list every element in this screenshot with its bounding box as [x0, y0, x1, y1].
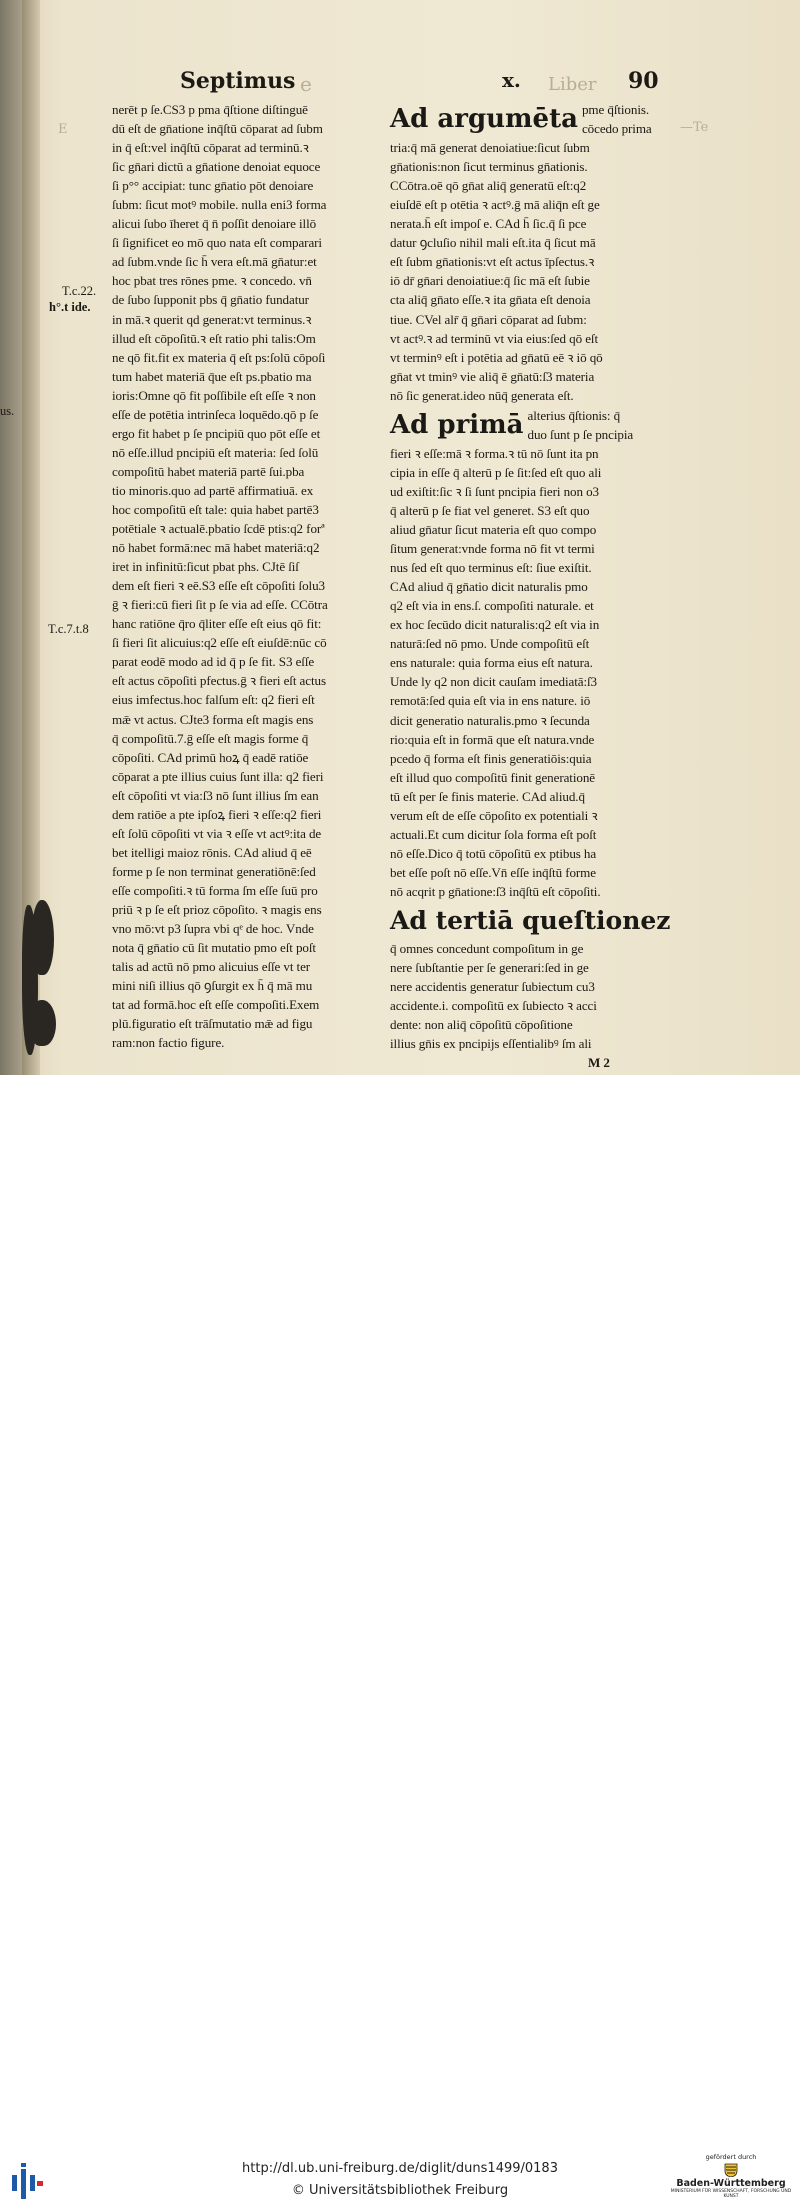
text-line: eſt actus cōpoſiti pfectus.ḡ ꝛ fieri eſt actus — [112, 673, 326, 689]
text-line: eſſe compoſiti.ꝛ tū forma ſm eſſe ſuū pro — [112, 882, 318, 898]
text-line: nō habet formā:nec mā habet materiā:q2 — [112, 540, 320, 556]
text-line: verum eſt de eſſe cōpoſito ex potentiali ꝛ — [390, 807, 598, 823]
text-line: nere accidentis generatur ſubiectum cu3 — [390, 979, 595, 995]
catchword: M 2 — [588, 1055, 610, 1071]
margin-note: T.c.7.t.8 — [48, 622, 89, 636]
text-line: ergo fit habet p ſe pncipiū quo pōt eſſe et — [112, 425, 321, 441]
text-line: tat ad formā.hoc eſt eſſe compoſiti.Exem — [112, 997, 320, 1013]
text-line: nō eſſe.illud pncipiū eſt materia: ſed ſolū — [112, 444, 319, 460]
footer — [0, 1075, 800, 2199]
text-line: nus ſed eſt quo terminus eſt: ſiue exiſtit. — [390, 560, 592, 576]
sponsor-block — [668, 2153, 794, 2205]
facing-page-text: us. — [0, 404, 15, 418]
text-line: mini niſi illius qō ꝯſurgit ex h̄ q̄ mā mu — [112, 978, 313, 994]
text-line: hoc pbat tres rōnes pme. ꝛ concedo. vn̄ — [112, 273, 312, 289]
text-line: ſi ſignificet eo mō quo nata eſt comparari — [112, 235, 322, 251]
text-line: eſt cōpoſiti vt via:ſ3 nō ſunt illius ſm ean — [112, 787, 319, 803]
text-line: vt terminꝰ eſt i potētia ad gn̄atū eē ꝛ iō qō — [390, 349, 603, 365]
text-line: nō eſſe.Dico q̄ totū cōpoſitū ex ptibus ha — [390, 845, 597, 861]
text-line: forme p ſe non terminat generatiōnē:ſed — [112, 863, 316, 879]
text-line: q̄ omnes concedunt compoſitum in ge — [390, 940, 584, 956]
text-line: illud eſt cōpoſitū.ꝛ eſt ratio phi talis:Om — [112, 330, 316, 346]
text-line: eſt ſolū cōpoſiti vt via ꝛ eſſe vt actꝰ:ita de — [112, 825, 322, 841]
heading-side-text: pme q̄ſtionis. — [581, 102, 650, 117]
text-line: ram:non factio figure. — [112, 1035, 225, 1051]
text-line: accidente.i. compoſitū ex ſubiecto ꝛ acci — [390, 998, 597, 1014]
left-text-column — [112, 100, 380, 1052]
text-line: dem ratiōe a pte ipſoꝝ fieri ꝛ eſſe:q2 fieri — [112, 806, 322, 822]
section-heading: Ad tertiā queſtionez — [390, 905, 671, 935]
ink-stain — [30, 1000, 56, 1046]
text-line: illius gn̄is ex pncipijs eſſentialibꝰ ſm ali — [390, 1036, 592, 1052]
text-line: ſi p°° accipiat: tunc gn̄atio pōt denoiare — [112, 178, 314, 194]
text-line: dente: non aliq̄ cōpoſitū cōpoſitione — [390, 1017, 573, 1033]
text-line: eius imfectus.hoc falſum eſt: q2 fieri eſt — [112, 692, 315, 708]
copyright-text: © Universitätsbibliothek Freiburg — [291, 2183, 509, 2198]
text-line: nerata.h̄ eſt impoſ e. CAd h̄ ſic.q̄ ſi pce — [390, 216, 587, 232]
text-line: dū eſt de gn̄atione inq̄ſtū cōparat ad ſubm — [112, 121, 323, 137]
text-line: q̄ alterū p ſe fiat vel generet. S3 eſt quo — [390, 502, 590, 518]
text-line: cōpoſiti. CAd primū hoꝝ q̄ eadē ratiōe — [112, 749, 309, 765]
source-url-link[interactable]: http://dl.ub.uni-freiburg.de/diglit/duns1499/0183 — [242, 2161, 558, 2176]
text-line: ſi fieri ſit alicuius:q2 eſſe eſt eiuſdē:nūc cō — [112, 635, 327, 651]
text-line: ḡ ꝛ fieri:cū fieri ſit p ſe via ad eſſe. CCōtra — [112, 597, 328, 613]
margin-note: T.c.22. — [62, 284, 97, 298]
text-line: de ſubo ſupponit pbs q̄ gn̄atio fundatur — [112, 292, 309, 308]
text-line: remotā:ſed quia eſt via in ens nature. iō — [390, 693, 591, 709]
text-line: gn̄ationis:non ſicut terminus gn̄ationis. — [390, 159, 588, 175]
text-line: eiuſdē eſt p otētia ꝛ actꝰ.ḡ mā aliq̄n eſt ge — [390, 197, 600, 213]
text-line: ioris:Omne qō fit poſſibile eſt eſſe ꝛ non — [112, 387, 316, 403]
text-line: iret in infinitū:ſicut pbat phs. CJtē ſiſ — [112, 559, 299, 575]
text-line: tū eſt per ſe finis materie. CAd aliud.q̄ — [390, 788, 585, 804]
text-line: dicit generatio naturalis.pmo ꝛ ſecunda — [390, 712, 590, 728]
text-line: Unde ly q2 non dicit cauſam imediatā:ſ3 — [390, 674, 598, 690]
text-line: nō ſic generat.ideo nūq̄ generata eſt. — [390, 387, 574, 403]
text-line: bet itelligi maioz rōnis. CAd aliud q̄ eē — [112, 844, 312, 860]
right-text-column — [390, 100, 671, 1072]
text-line: CAd aliud q̄ gn̄atio dicit naturalis pmo — [390, 579, 588, 595]
text-block — [390, 138, 660, 405]
text-line: alicui ſubo īheret q̄ n̄ poſſit denoiare illō — [112, 216, 317, 232]
text-line: tiue. CVel alr̄ q̄ gn̄ari cōparat ad ſubm: — [390, 311, 587, 327]
running-head-left: Septimus — [180, 68, 296, 94]
text-line: CCōtra.oē qō gn̄at aliq̄ generatū eſt:q2 — [390, 178, 587, 194]
running-head-center: x. — [502, 68, 521, 92]
text-line: talis ad actū nō pmo alicuius eſſe vt ter — [112, 959, 311, 975]
text-line: nerēt p ſe.CS3 p pma q̄ſtione diſtinguē — [112, 102, 308, 117]
text-line: datur ꝯcluſio nihil mali eſt.ita q̄ ſicut mā — [390, 235, 596, 251]
text-line: pcedo q̄ forma eſt finis generatiōis:quia — [390, 750, 592, 766]
text-line: parat eodē modo ad id q̄ p ſe fit. S3 eſſe — [112, 654, 315, 670]
text-block — [390, 444, 660, 901]
sponsor-subtitle: MINISTERIUM FÜR WISSENSCHAFT, FORSCHUNG UND KUNST — [670, 2189, 792, 2199]
text-line: aliud gn̄atur ſicut materia eſt quo compo — [390, 522, 597, 538]
text-line: in q̄ eſt:vel inq̄ſtū cōparat ad terminū.ꝛ — [112, 140, 309, 156]
text-line: eſſe de potētia intrinſeca loquēdo.qō p ſe — [112, 406, 319, 422]
scan-area: us. e Liber —Te E Septimus x. 90 T.c.22. h°.t ide. T.c.7.t.8 nerēt p ſe.CS3 p pma q̄ſtione diſtinguē dū eſt de gn̄atione inq̄ſtū cōparat ad ſubm in q̄ eſt:vel inq̄ſtū cōparat ad terminū.ꝛ ſic gn̄ari dictū a gn̄atione denoiat equoce ſi p°° accipiat: tunc gn̄atio pōt denoiare ſubm: ſicut motꝰ mobile. nulla eni3 forma alicui ſubo īheret q̄ n̄ poſſit denoiare illō ſi ſignificet eo mō quo nata eſt comparari ad ſubm.vnde ſic h̄ vera eſt.mā gn̄atur:et hoc pbat tres rōnes pme. ꝛ concedo. vn̄ de ſubo ſupponit pbs q̄ gn̄atio fundatur in mā.ꝛ querit qd generat:vt terminus.ꝛ illud eſt cōpoſitū.ꝛ eſt ratio phi talis:Om ne qō fit.fit ex materia q̄ eſt ps:ſolū cōpoſi tum habet materiā q̄ue eſt ps.pbatio ma ioris:Omne qō fit poſſibile eſt eſſe ꝛ non eſſe de potētia intrinſeca loquēdo.qō p ſe ergo fit habet p ſe pncipiū quo pōt eſſe et nō eſſe.illud pncipiū eſt materia: ſed ſolū compoſitū habet materiā partē ſui.pba tio minoris.quo ad partē affirmatiuā. ex hoc compoſitū eſt tale: quia habet partē3 potētiale ꝛ actualē.pbatio ſcdē ptis:q2 forª nō habet formā:nec mā habet materiā:q2 iret in infinitū:ſicut pbat phs. CJtē ſiſ dem eſt fieri ꝛ eē.S3 eſſe eſt cōpoſiti ſolu3 ḡ ꝛ fieri:cū fieri ſit p ſe via ad eſſe. CCōtra hanc ratiōne q̄ro q̄liter eſſe eſt eius qō fit: ſi fieri ſit alicuius:q2 eſſe eſt eiuſdē:nūc cō parat eodē modo ad id q̄ p ſe fit. S3 eſſe eſt actus cōpoſiti pfectus.ḡ ꝛ fieri eſt actus eius imfectus.hoc falſum eſt: q2 fieri eſt mǣ vt actus. CJte3 forma eſt magis ens q̄ compoſitū.7.ḡ eſſe eſt magis forme q̄ cōpoſiti. CAd primū hoꝝ q̄ eadē ratiōe cōparat a pte illius cuius ſunt illa: q2 fieri eſt cōpoſiti vt via:ſ3 nō ſunt illius ſm ean dem ratiōe a pte ipſoꝝ fieri ꝛ eſſe:q2 fieri eſt ſolū cōpoſiti vt via ꝛ eſſe vt actꝰ:ita de bet itelligi maioz rōnis. CAd aliud q̄ eē forme p ſe non terminat generatiōnē:ſed eſſe compoſiti.ꝛ tū forma ſm eſſe ſuū pro priū ꝛ p ſe eſt prioz cōpoſito. ꝛ magis ens vno mō:vt p3 ſupra vbi qᵉ de hoc. Vnde nota q̄ gn̄atio cū ſit mutatio pmo eſt poſt talis ad actū nō pmo alicuius eſſe vt ter mini niſi illius qō ꝯſurgit ex h̄ q̄ mā mu tat ad formā.hoc eſt eſſe compoſiti.Exem plū.figuratio eſt trāſmutatio mǣ ad figu ram:non factio figure. Ad argumēta pme q̄ſtionis. cōcedo prima tria:q̄ mā generat denoiatiue:ſicut ſubm gn̄ationis:non ſicut terminus gn̄ationis. CCōtra.oē qō gn̄at aliq̄ generatū eſt:q2 eiuſdē eſt p otētia ꝛ actꝰ.ḡ mā aliq̄n eſt ge nerata.h̄ eſt impoſ e. CAd h̄ ſic.q̄ ſi pce datur ꝯcluſio nihil mali eſt.ita q̄ ſicut mā eſt ſubm gn̄ationis:vt eſt actus īpſectus.ꝛ iō dr̄ gn̄ari denoiatiue:q̄ ſic mā eſt ſubie cta aliq̄ gn̄ato eſſe.ꝛ ita gn̄ata eſt denoia tiue. CVel alr̄ q̄ gn̄ari cōparat ad ſubm: vt actꝰ.ꝛ ad terminū vt via eius:ſed qō eſt vt terminꝰ eſt i potētia ad gn̄atū eē ꝛ iō qō gn̄at vt tminꝰ vie aliq̄ ē gn̄atū:ſ3 materia nō ſic generat.ideo nūq̄ generata eſt. Ad primā alterius q̄ſtionis: q̄ duo ſunt p ſe pncipia fieri ꝛ eſſe:mā ꝛ forma.ꝛ tū nō ſunt ita pn cipia in eſſe q̄ alterū p ſe ſit:ſed eſt quo ali ud exiſtit:ſic ꝛ ſi ſunt pncipia fieri non o3 q̄ alterū p ſe fiat vel generet. S3 eſt quo aliud gn̄atur ſicut materia eſt quo compo ſitum generat:vnde forma nō fit vt termi nus ſed eſt quo terminus eſt: ſiue exiſtit. CAd aliud q̄ gn̄atio dicit naturalis pmo q2 eſt via in ens.ſ. compoſiti naturale. et ex hoc ſecūdo dicit naturalis:q2 eſt via in naturā:ſed nō pmo. Unde compoſitū eſt ens naturale: quia forma eius eſt natura. Unde ly q2 non dicit cauſam imediatā:ſ3 remotā:ſed quia eſt via in ens nature. iō dicit generatio naturalis.pmo ꝛ ſecunda rio:quia eſt in formā que eſt natura.vnde pcedo q̄ forma eſt finis generatiōis:quia eſt illud quo compoſitū finit generationē tū eſt per ſe finis materie. CAd aliud.q̄ verum eſt de eſſe cōpoſito ex potentiali ꝛ actuali.Et cum dicitur ſola forma eſt poſt nō eſſe.Dico q̄ totū cōpoſitū ex ptibus ha bet eſſe poſt nō eſſe.Vn̄ eſſe inq̄ſtū forme nō acqrit p gn̄atione:ſ3 inq̄ſtū eſt cōpoſiti. Ad tertiā queſtionez q̄ omnes concedunt compoſitum in ge nere ſubſtantie per ſe generari:ſed in ge nere accidentis generatur ſubiectum cu3 accidente.i. compoſitū ex ſubiecto ꝛ acci dente: non aliq̄ cōpoſitū cōpoſitione illius gn̄is ex pncipijs eſſentialibꝰ ſm ali M 2 — [0, 0, 800, 1075]
text-line: ne qō fit.fit ex materia q̄ eſt ps:ſolū cōpoſi — [112, 349, 326, 365]
sponsor-label: gefördert durch — [705, 2153, 757, 2161]
text-line: cōparat a pte illius cuius ſunt illa: q2 fieri — [112, 768, 324, 784]
text-line: ud exiſtit:ſic ꝛ ſi ſunt pncipia fieri non o3 — [390, 483, 599, 499]
text-line: ſic gn̄ari dictū a gn̄atione denoiat equoce — [112, 159, 321, 175]
coat-of-arms-icon — [721, 2163, 741, 2177]
section-heading: Ad primā — [390, 409, 524, 440]
text-line: ad ſubm.vnde ſic h̄ vera eſt.mā gn̄atur:et — [112, 254, 317, 270]
text-line: vno mō:vt p3 ſupra vbi qᵉ de hoc. Vnde — [112, 921, 314, 937]
text-line: plū.figuratio eſt trāſmutatio mǣ ad figu — [112, 1016, 313, 1032]
text-line: nota q̄ gn̄atio cū ſit mutatio pmo eſt poſt — [112, 940, 316, 956]
folio-number: 90 — [628, 68, 659, 94]
text-line: priū ꝛ p ſe eſt prioz cōpoſito. ꝛ magis ens — [112, 901, 322, 917]
text-block — [390, 939, 660, 1053]
text-line: actuali.Et cum dicitur ſola forma eſt poſt — [390, 826, 597, 842]
text-line: ſitum generat:vnde forma nō fit vt termi — [390, 541, 595, 557]
text-line: dem eſt fieri ꝛ eē.S3 eſſe eſt cōpoſiti ſolu3 — [112, 578, 325, 594]
text-line: tum habet materiā q̄ue eſt ps.pbatio ma — [112, 368, 312, 384]
text-line: tria:q̄ mā generat denoiatiue:ſicut ſubm — [390, 140, 590, 156]
text-line: ſubm: ſicut motꝰ mobile. nulla eni3 forma — [112, 197, 327, 213]
text-line: nere ſubſtantie per ſe generari:ſed in ge — [390, 960, 589, 976]
text-line: q2 eſt via in ens.ſ. compoſiti naturale. et — [390, 598, 594, 614]
text-line: vt actꝰ.ꝛ ad terminū vt via eius:ſed qō eſt — [390, 330, 598, 346]
text-line: q̄ compoſitū.7.ḡ eſſe eſt magis forme q̄ — [112, 730, 309, 746]
text-line: iō dr̄ gn̄ari denoiatiue:q̄ ſic mā eſt ſubie — [390, 273, 590, 289]
text-line: in mā.ꝛ querit qd generat:vt terminus.ꝛ — [112, 311, 312, 327]
text-line: fieri ꝛ eſſe:mā ꝛ forma.ꝛ tū nō ſunt ita pn — [390, 445, 599, 461]
text-line: eſt illud quo compoſitū finit generationē — [390, 769, 595, 785]
section-heading: Ad argumēta — [390, 104, 578, 134]
text-line: mǣ vt actus. CJte3 forma eſt magis ens — [112, 711, 314, 727]
sponsor-name: Baden-Württemberg — [676, 2178, 786, 2189]
text-line: hanc ratiōne q̄ro q̄liter eſſe eſt eius qō fit: — [112, 616, 322, 632]
text-line: hoc compoſitū eſt tale: quia habet partē3 — [112, 501, 319, 517]
text-line: gn̄at vt tminꝰ vie aliq̄ ē gn̄atū:ſ3 materia — [390, 368, 595, 384]
text-line: bet eſſe poſt nō eſſe.Vn̄ eſſe inq̄ſtū forme — [390, 864, 596, 880]
heading-side-text: alterius q̄ſtionis: q̄ — [527, 407, 621, 423]
heading-side-text: duo ſunt p ſe pncipia — [527, 426, 634, 442]
heading-side-text: cōcedo prima — [581, 121, 652, 137]
text-line: naturā:ſed nō pmo. Unde compoſitū eſt — [390, 636, 590, 652]
text-line: cipia in eſſe q̄ alterū p ſe ſit:ſed eſt quo ali — [390, 464, 602, 480]
text-line: ex hoc ſecūdo dicit naturalis:q2 eſt via in — [390, 617, 600, 633]
text-line: tio minoris.quo ad partē affirmatiuā. ex — [112, 482, 314, 498]
text-line: eſt ſubm gn̄ationis:vt eſt actus īpſectus.ꝛ — [390, 254, 595, 270]
text-line: cta aliq̄ gn̄ato eſſe.ꝛ ita gn̄ata eſt denoia — [390, 292, 591, 308]
text-line: potētiale ꝛ actualē.pbatio ſcdē ptis:q2 forª — [112, 521, 325, 537]
margin-note: h°.t ide. — [49, 300, 91, 314]
text-line: nō acqrit p gn̄atione:ſ3 inq̄ſtū eſt cōpoſiti. — [390, 883, 601, 899]
text-line: rio:quia eſt in formā que eſt natura.vnde — [390, 731, 595, 747]
ink-stain — [32, 900, 54, 975]
text-line: ens naturale: quia forma eius eſt natura. — [390, 655, 593, 671]
facing-page-edge — [0, 0, 22, 1075]
text-line: compoſitū habet materiā partē ſui.pba — [112, 463, 305, 479]
